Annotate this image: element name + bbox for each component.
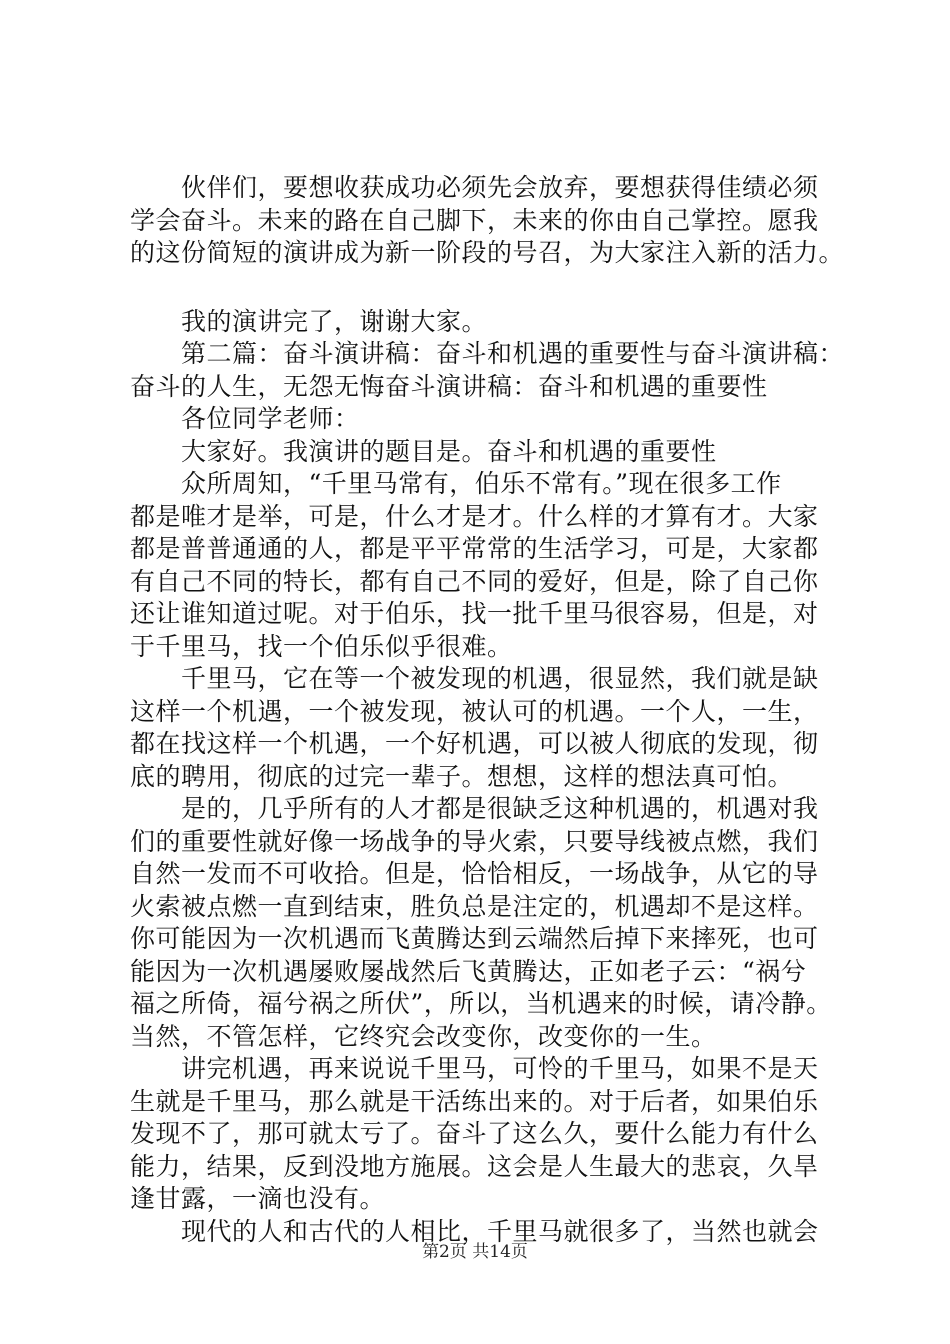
text-line: 你可能因为一次机遇而飞黄腾达到云端然后掉下来摔死，也可: [130, 924, 819, 953]
text-line: 能力，结果，反到没地方施展。这会是人生最大的悲哀，久旱: [130, 1151, 819, 1181]
text-line: 讲完机遇，再来说说千里马，可怜的千里马，如果不是天: [130, 1054, 819, 1083]
text-line: 各位同学老师：: [130, 404, 360, 433]
text-line: 现代的人和古代的人相比，千里马就很多了，当然也就会: [130, 1216, 819, 1246]
paragraph-opportunity-importance: [130, 793, 850, 1053]
paragraph-closing-call: [130, 172, 850, 270]
section-heading: [130, 338, 850, 403]
text-line: 伙伴们，要想收获成功必须先会放弃，要想获得佳绩必须: [130, 173, 819, 202]
text-line: 们的重要性就好像一场战争的导火索，只要导线被点燃，我们: [130, 826, 819, 856]
text-line: 能因为一次机遇屡败屡战然后飞黄腾达，正如老子云：“祸兮: [130, 956, 807, 986]
paragraph-waiting-opportunity: [130, 663, 850, 793]
paragraph-greeting: [130, 436, 850, 469]
paragraph-qianlima-intro: [130, 468, 850, 663]
text-line: 生就是千里马，那么就是干活练出来的。对于后者，如果伯乐: [130, 1086, 819, 1116]
page-number-footer: 第2页 共14页: [422, 1242, 528, 1262]
text-line: 都是唯才是举，可是，什么才是才。什么样的才算有才。大家: [130, 501, 819, 531]
text-line: 奋斗的人生，无怨无悔奋斗演讲稿：奋斗和机遇的重要性: [130, 371, 768, 401]
text-line: 是的，几乎所有的人才都是很缺乏这种机遇的，机遇对我: [130, 794, 819, 823]
text-line: 当然，不管怎样，它终究会改变你，改变你的一生。: [130, 1021, 717, 1051]
text-line: 学会奋斗。未来的路在自己脚下，未来的你由自己掌控。愿我: [130, 205, 819, 235]
text-line: 底的聘用，彻底的过完一辈子。想想，这样的想法真可怕。: [130, 761, 794, 791]
text-line: 有自己不同的特长，都有自己不同的爱好，但是，除了自己你: [130, 566, 819, 596]
text-line: 还让谁知道过呢。对于伯乐，找一批千里马很容易，但是，对: [130, 599, 819, 628]
paragraph-salutation: [130, 403, 850, 436]
text-line: 的这份简短的演讲成为新一阶段的号召，为大家注入新的活力。: [130, 238, 845, 267]
text-line: 这样一个机遇，一个被发现，被认可的机遇。一个人，一生，: [130, 696, 819, 726]
text-line: 大家好。我演讲的题目是。奋斗和机遇的重要性: [130, 436, 717, 466]
text-line: 众所周知，“千里马常有，伯乐不常有。”现在很多工作: [130, 469, 782, 498]
text-line: 千里马，它在等一个被发现的机遇，很显然，我们就是缺: [130, 664, 819, 693]
text-line: 福之所倚，福兮祸之所伏”，所以，当机遇来的时候，请冷静。: [130, 989, 832, 1018]
text-line: 第二篇：奋斗演讲稿：奋斗和机遇的重要性与奋斗演讲稿：: [130, 339, 845, 368]
paragraph-qianlima-struggle: [130, 1053, 850, 1216]
text-line: 火索被点燃一直到结束，胜负总是注定的，机遇却不是这样。: [130, 891, 819, 921]
text-line: 我的演讲完了，谢谢大家。: [130, 306, 488, 336]
text-line: 都在找这样一个机遇，一个好机遇，可以被人彻底的发现，彻: [130, 729, 819, 758]
text-line: 都是普普通通的人，都是平平常常的生活学习，可是，大家都: [130, 534, 819, 563]
paragraph-gap: [130, 270, 850, 306]
text-line: 逢甘露，一滴也没有。: [130, 1184, 386, 1213]
text-line: 发现不了，那可就太亏了。奋斗了这么久，要什么能力有什么: [130, 1119, 819, 1148]
text-line: 自然一发而不可收拾。但是，恰恰相反，一场战争，从它的导: [130, 859, 819, 888]
document-body: [130, 172, 850, 1248]
text-line: 于千里马，找一个伯乐似乎很难。: [130, 631, 513, 661]
paragraph-thanks: [130, 306, 850, 339]
